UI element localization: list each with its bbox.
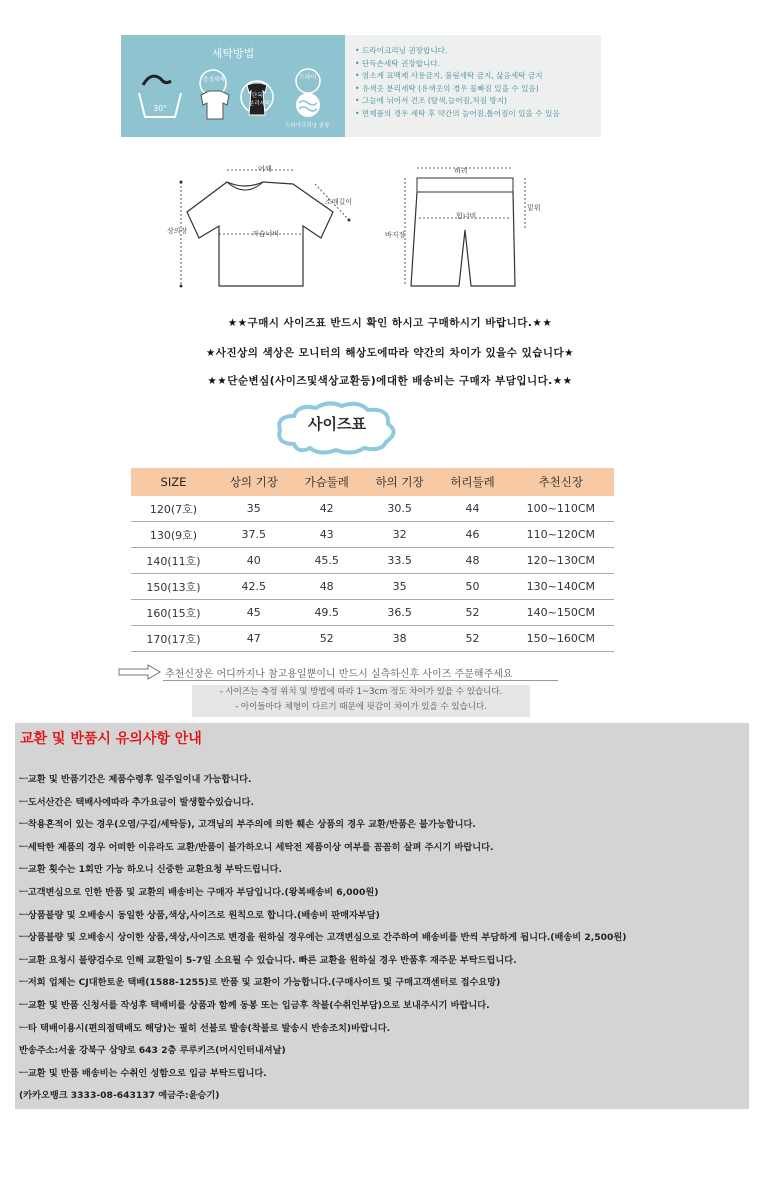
wash-note: • 염소계 표백제 사용금지, 불림세탁 금지, 삶음세탁 금지 [355,70,601,83]
table-cell: 40 [216,548,292,574]
wash-separate-label: 분리세탁 [249,101,271,107]
exchange-notice [15,723,749,1109]
table-cell: 140~150CM [508,600,614,626]
table-cell: 50 [437,574,507,600]
table-header: 허리둘레 [437,468,507,496]
table-row [131,522,614,548]
notice-check-size: ★★구매시 사이즈표 반드시 확인 하시고 구매하시기 바랍니다.★★ [227,317,553,329]
exchange-line: (카카오뱅크 3333-08-643137 예금주:윤승기) [19,1090,220,1102]
exchange-line: ㅡ도서산간은 택배사에따라 추가요금이 발생할수있습니다. [19,796,254,808]
wash-note: • 유색옷 분리세탁 (유색옷의 경우 물빠짐 있을 수 있음) [355,83,601,96]
table-cell: 35 [362,574,438,600]
chest-label: 가슴너비 [252,230,280,238]
wash-alone-label: 단독 [252,93,263,99]
exchange-line: 반송주소:서울 강북구 삼양로 643 2층 루루키즈(머시인터내셔날) [19,1045,286,1057]
table-cell: 130(9호) [131,522,216,548]
hand-wash-icon [139,76,181,117]
wash-hand-label: 중성세제 [203,77,225,83]
exchange-line: ㅡ세탁한 제품의 경우 어떠한 이유라도 교환/반품이 불가하오니 세탁전 제품이상 여부를 꼼꼼히 살펴 주시기 바랍니다. [19,841,494,853]
exchange-line: ㅡ상품불량 및 오배송시 동일한 상품,색상,사이즈로 원칙으로 합니다.(배송비 판매자부담) [19,909,380,921]
measure-note: - 사이즈는 측정 위치 및 방법에 따라 1~3cm 정도 차이가 있을 수 있습니다. [219,687,503,697]
size-chart-title: 사이즈표 [308,415,366,433]
measure-notes-box [192,685,530,717]
exchange-line: ㅡ저희 업체는 CJ대한토운 택배(1588-1255)로 반품 및 교환이 가능합니다.(구매사이트 및 구매고객센터로 접수요망) [19,977,501,989]
exchange-title: 교환 및 반품시 유의사항 안내 [20,731,202,747]
exchange-line: ㅡ교환 및 반품기간은 제품수령후 일주일이내 가능합니다. [19,774,252,785]
table-header: SIZE [131,468,216,496]
table-row [131,496,614,522]
size-table [131,468,614,652]
table-cell: 160(15호) [131,600,216,626]
wash-dry-label: 드라이 [299,74,317,81]
notice-color: ★사진상의 색상은 모니터의 해상도에따라 약간의 차이가 있을수 있습니다★ [205,347,575,359]
wash-care-banner [121,35,601,137]
exchange-line: ㅡ교환 및 반품 배송비는 수취인 성함으로 입금 부탁드립니다. [19,1067,267,1079]
exchange-lines [19,769,747,1108]
table-cell: 48 [292,574,362,600]
table-row [131,626,614,652]
table-cell: 45 [216,600,292,626]
exchange-line: ㅡ교환 및 반품 신청서를 작성후 택배비를 상품과 함께 동봉 또는 입금후 착불(수취인부담)으로 보내주시기 바랍니다. [19,999,490,1011]
recommend-note: 추천신장은 어디까지나 참고용일뿐이니 반드시 실측하신후 사이즈 주문해주세요 [165,669,513,680]
pants-length-label: 바지장 [385,231,406,239]
wash-note: • 그늘에 뉘어서 건조 (탈색,늘어짐,처짐 방지) [355,95,601,108]
table-cell: 48 [437,548,507,574]
table-cell: 45.5 [292,548,362,574]
exchange-line: ㅡ교환 요청시 불량검수로 인해 교환일이 5-7일 소요될 수 있습니다. 빠른 교환을 원하실 경우 반품후 재주문 부탁드립니다. [19,954,517,966]
table-cell: 46 [437,522,507,548]
table-cell: 36.5 [362,600,438,626]
shoulder-label: 어깨 [258,165,272,173]
table-cell: 37.5 [216,522,292,548]
wash-method-panel [121,35,345,137]
table-cell: 33.5 [362,548,438,574]
exchange-line: ㅡ고객변심으로 인한 반품 및 교환의 배송비는 구매자 부담입니다.(왕복배송비 6,000원) [19,886,379,898]
wash-notes-panel [345,35,601,137]
table-cell: 140(11호) [131,548,216,574]
table-header: 하의 기장 [362,468,438,496]
wash-temp-label: 30° [153,104,168,113]
sleeve-label: 소매길이 [325,198,353,206]
wash-method-title: 세탁방법 [211,47,255,60]
table-cell: 52 [437,626,507,652]
arrow-right-icon [118,664,162,680]
table-cell: 120~130CM [508,548,614,574]
table-cell: 52 [292,626,362,652]
table-cell: 170(17호) [131,626,216,652]
table-cell: 49.5 [292,600,362,626]
wash-icons [135,65,335,129]
table-cell: 150(13호) [131,574,216,600]
notice-shipping: ★★단순변심(사이즈및색상교환등)에대한 배송비는 구매자 부담입니다.★★ [207,375,573,387]
table-header-row [131,468,614,496]
rise-label: 밑위 [527,204,541,212]
table-cell: 35 [216,496,292,522]
table-cell: 150~160CM [508,626,614,652]
table-header: 추천신장 [508,468,614,496]
dress-icon [241,81,273,115]
table-cell: 52 [437,600,507,626]
measure-note: - 아이들마다 체형이 다르기 때문에 핏감이 차이가 있을 수 있습니다. [235,702,487,712]
waist-label: 허리 [454,167,468,175]
table-cell: 32 [362,522,438,548]
table-header: 가슴둘레 [292,468,362,496]
exchange-line: ㅡ상품불량 및 오배송시 상이한 상품,색상,사이즈로 변경을 원하실 경우에는 고객변심으로 간주하여 배송비를 반씩 부담하게 됩니다.(배송비 2,500원) [19,932,627,944]
table-cell: 30.5 [362,496,438,522]
dry-clean-icon [285,69,330,129]
top-length-label: 상의장 [167,227,188,235]
table-cell: 42 [292,496,362,522]
table-header: 상의 기장 [216,468,292,496]
table-cell: 130~140CM [508,574,614,600]
table-cell: 38 [362,626,438,652]
dry-clean-caption: 드라이크리닝 권장 [285,123,330,129]
divider [163,680,558,681]
tshirt-icon [200,70,229,119]
wash-note: • 면제품의 경우 세탁 후 약간의 늘어짐,틀어짐이 있을 수 있음 [355,108,601,121]
thigh-label: 힙너비 [456,212,477,220]
table-cell: 110~120CM [508,522,614,548]
wash-note: • 드라이크리닝 권장합니다. [355,45,601,58]
table-row [131,600,614,626]
wash-notes-list [345,35,601,121]
table-row [131,574,614,600]
pants-diagram [375,160,545,295]
table-cell: 120(7호) [131,496,216,522]
top-garment-diagram [165,160,365,295]
wash-note: • 단독손세탁 권장합니다. [355,58,601,71]
table-cell: 43 [292,522,362,548]
exchange-line: ㅡ교환 횟수는 1회만 가능 하오니 신중한 교환요청 부탁드립니다. [19,864,283,876]
exchange-line: ㅡ타 택배이용시(편의점택배도 해당)는 필히 선불로 발송(착불로 발송시 반송조치)바랍니다. [19,1022,391,1034]
table-cell: 100~110CM [508,496,614,522]
exchange-line: ㅡ착용흔적이 있는 경우(오염/구김/세탁등), 고객님의 부주의에 의한 훼손 상품의 경우 교환/반품은 불가능합니다. [19,819,476,831]
table-cell: 47 [216,626,292,652]
table-cell: 42.5 [216,574,292,600]
table-cell: 44 [437,496,507,522]
table-row [131,548,614,574]
